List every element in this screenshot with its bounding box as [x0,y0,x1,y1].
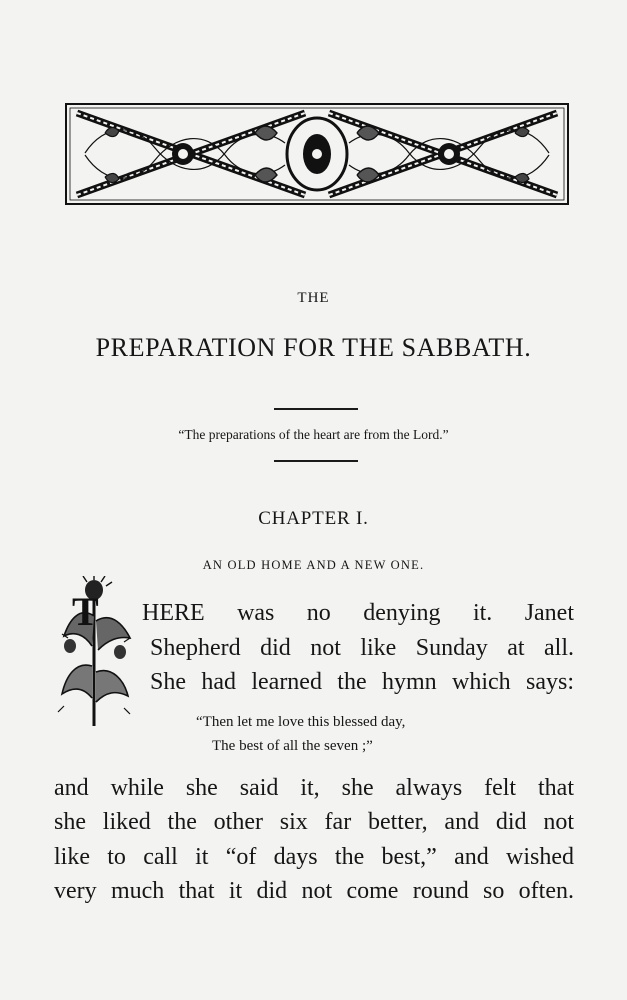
body-line-2: she liked the other six far better, and did not [54,809,574,835]
body-line-4: very much that it did not come round so often. [54,878,574,904]
divider-top [274,408,358,410]
chapter-heading: CHAPTER I. [258,508,369,529]
body-line-1: and while she said it, she always felt that [54,775,574,801]
divider-bottom [274,460,358,462]
drop-cap-letter: T [72,589,99,634]
chapter-subtitle: AN OLD HOME AND A NEW ONE. [202,558,425,572]
body-line-3: like to call it “of days the best,” and wished [54,844,574,870]
hymn-line-1: “Then let me love this blessed day, [196,714,406,730]
page-title: PREPARATION FOR THE SABBATH. [95,333,532,362]
opening-line-3: She had learned the hymn which says: [150,669,574,695]
title-prefix: THE [297,290,330,306]
hymn-line-2: The best of all the seven ;” [212,738,373,754]
epigraph: “The preparations of the heart are from the Lord.” [178,427,449,442]
opening-line-2: Shepherd did not like Sunday at all. [150,635,574,661]
ornamental-headpiece [65,103,569,205]
opening-line-1: HERE was no denying it. Janet [142,600,574,626]
